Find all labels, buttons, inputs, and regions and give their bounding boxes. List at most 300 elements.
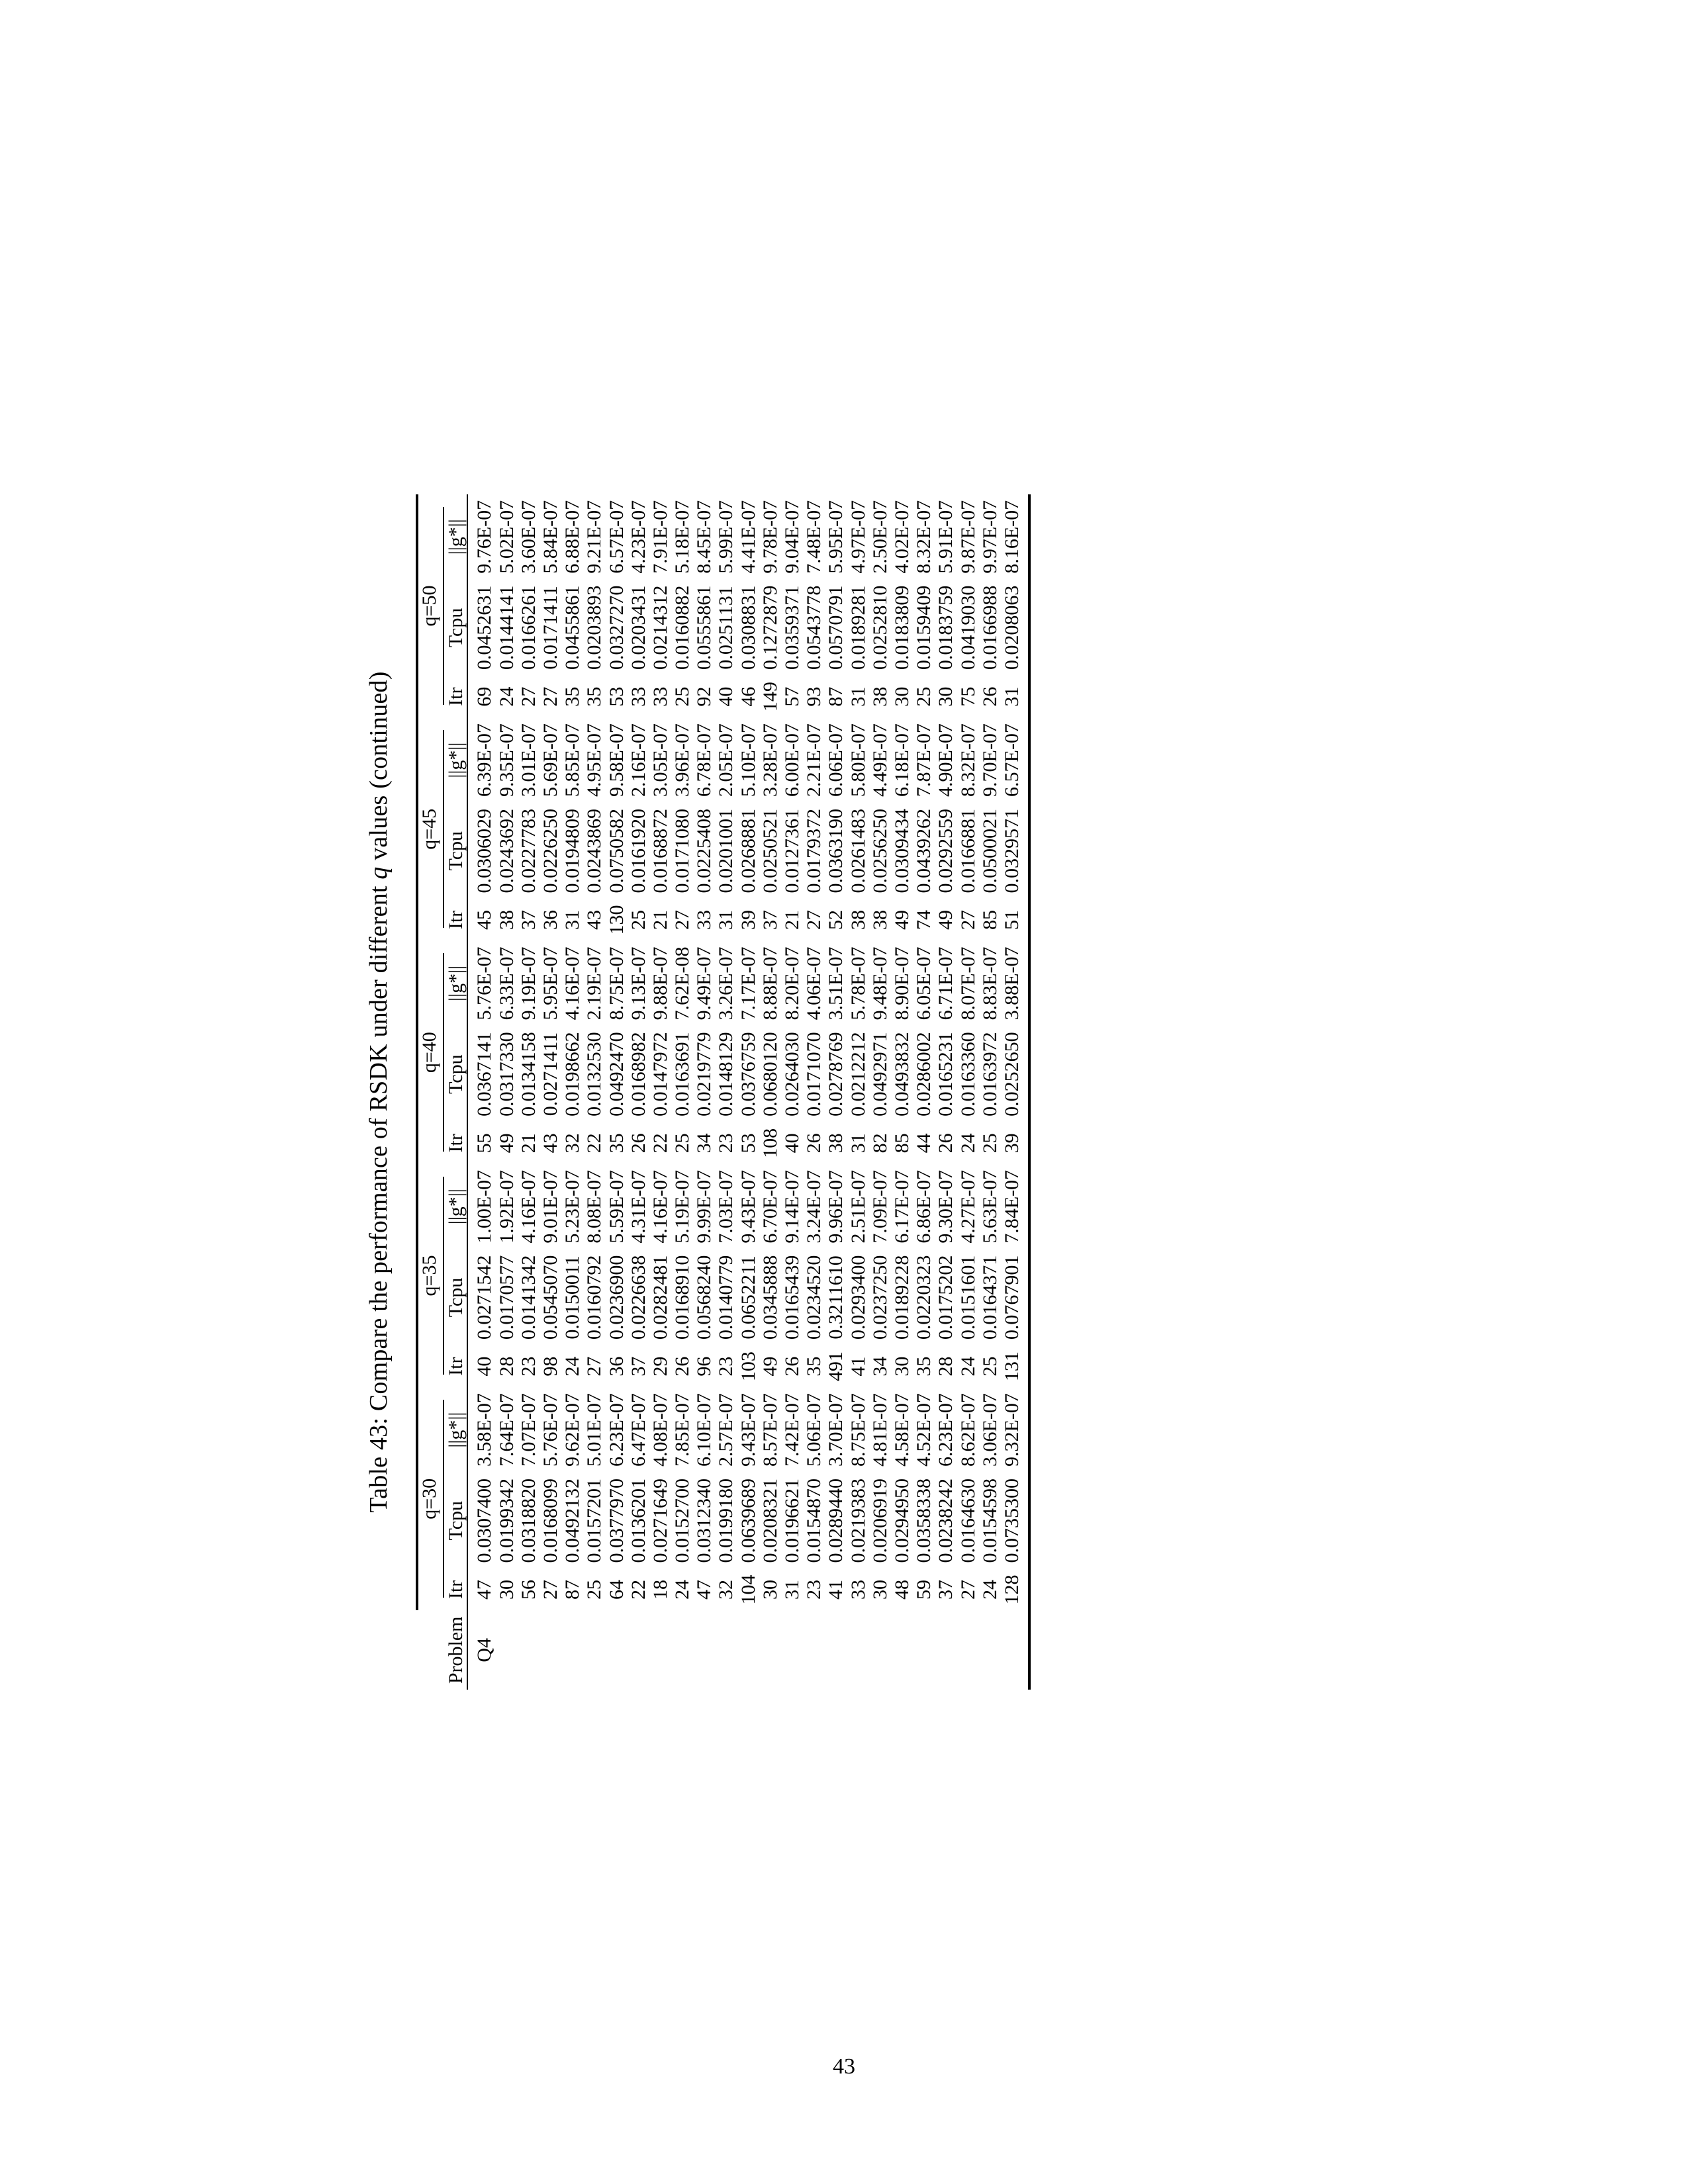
cell-itr-q40: 22 (649, 1133, 671, 1154)
group-head-spacer (417, 1610, 445, 1690)
table-row (496, 494, 518, 1690)
cell-tcpu-q35: 0.3211610 (825, 1255, 847, 1340)
cell-itr-q50: 31 (1000, 686, 1023, 707)
cell-tcpu-q35: 0.0189228 (890, 1255, 913, 1340)
cell-gnorm-q40: 2.19E-07 (583, 946, 606, 1021)
cell-gnorm-q30: 4.52E-07 (913, 1393, 935, 1467)
cell-gnorm-q50: 7.91E-07 (649, 500, 671, 574)
caption-text-before: Compare the performance of RSDK under different (365, 879, 393, 1418)
cell-gnorm-q30: 7.07E-07 (517, 1393, 539, 1467)
column-header-itr-q40: Itr (445, 1134, 467, 1153)
cell-gnorm-q40: 5.76E-07 (467, 941, 495, 1026)
cell-tcpu-q40: 0.0271411 (539, 1032, 561, 1116)
column-header-gnorm-q30: ||g*|| (445, 1412, 467, 1448)
cell-tcpu-q45: 0.0171080 (671, 809, 694, 893)
cell-tcpu-q35: 0.0767901 (1000, 1255, 1023, 1340)
cell-gnorm-q50: 4.23E-07 (627, 500, 649, 574)
table-row (518, 494, 539, 1690)
cell-tcpu-q40: 0.0168982 (627, 1032, 649, 1116)
cell-itr-q45: 74 (913, 910, 935, 930)
cell-problem (825, 1610, 847, 1690)
caption-label: Table 43: (365, 1417, 393, 1513)
cell-tcpu-q50: 0.0570791 (825, 585, 847, 670)
cell-itr-q45: 43 (583, 910, 606, 930)
cell-tcpu-q30: 0.0639689 (737, 1478, 759, 1563)
cell-itr-q30: 30 (868, 1579, 891, 1600)
cell-tcpu-q45: 0.0250521 (759, 809, 781, 893)
cell-tcpu-q40: 0.0492470 (605, 1032, 628, 1116)
cell-gnorm-q40: 9.49E-07 (693, 946, 716, 1021)
cell-gnorm-q45: 3.28E-07 (759, 723, 781, 797)
cell-problem (957, 1610, 979, 1690)
cell-gnorm-q45: 2.05E-07 (715, 723, 737, 797)
table-row (671, 494, 693, 1690)
table-bottom-rule (1029, 494, 1032, 1690)
cell-tcpu-q45: 0.0227783 (517, 809, 539, 893)
cell-tcpu-q45: 0.0127361 (781, 809, 803, 893)
cell-tcpu-q30: 0.0199342 (495, 1478, 518, 1563)
cell-tcpu-q35: 0.0236900 (605, 1255, 628, 1340)
table-body (467, 494, 1029, 1690)
cell-problem (847, 1610, 869, 1690)
cell-tcpu-q50: 0.0160882 (671, 585, 694, 670)
cell-gnorm-q30: 2.57E-07 (715, 1393, 737, 1467)
cell-gnorm-q50: 4.97E-07 (847, 500, 869, 574)
cell-itr-q45: 38 (847, 910, 869, 930)
cell-tcpu-q35: 0.0345888 (759, 1255, 781, 1340)
cell-tcpu-q40: 0.0278769 (825, 1032, 847, 1116)
cell-problem (693, 1610, 715, 1690)
cell-gnorm-q45: 6.57E-07 (1000, 723, 1023, 797)
cell-itr-q35: 96 (693, 1356, 716, 1377)
cell-gnorm-q30: 4.58E-07 (890, 1393, 913, 1467)
cell-gnorm-q50: 5.84E-07 (539, 500, 561, 574)
cell-itr-q50: 57 (781, 686, 803, 707)
cell-gnorm-q50: 9.04E-07 (781, 500, 803, 574)
cell-itr-q30: 37 (935, 1579, 957, 1600)
cell-gnorm-q50: 3.60E-07 (517, 500, 539, 574)
cell-itr-q45: 37 (517, 910, 539, 930)
column-header-tcpu-q45: Tcpu (445, 831, 467, 871)
cell-gnorm-q35: 9.14E-07 (781, 1169, 803, 1244)
cell-tcpu-q30: 0.0206919 (868, 1478, 891, 1563)
table-row (583, 494, 605, 1690)
cell-tcpu-q45: 0.0329571 (1000, 809, 1023, 893)
cell-itr-q30: 25 (583, 1579, 606, 1600)
column-header-itr-q45: Itr (445, 910, 467, 930)
cell-tcpu-q30: 0.0307400 (467, 1473, 495, 1569)
cell-itr-q40: 25 (978, 1133, 1001, 1154)
cell-itr-q50: 35 (561, 686, 584, 707)
cell-tcpu-q50: 0.0203431 (627, 585, 649, 670)
cell-itr-q40: 32 (561, 1133, 584, 1154)
cell-itr-q35: 49 (759, 1356, 781, 1377)
cell-itr-q50: 87 (825, 686, 847, 707)
table-row (803, 494, 825, 1690)
cell-gnorm-q45: 9.58E-07 (605, 723, 628, 797)
cell-gnorm-q45: 5.85E-07 (561, 723, 584, 797)
cell-tcpu-q40: 0.0493832 (890, 1032, 913, 1116)
cell-gnorm-q40: 6.71E-07 (935, 946, 957, 1021)
cell-itr-q50: 25 (671, 686, 694, 707)
cell-gnorm-q40: 7.17E-07 (737, 946, 759, 1021)
cell-gnorm-q35: 5.63E-07 (978, 1169, 1001, 1244)
cell-gnorm-q30: 7.85E-07 (671, 1393, 694, 1467)
cell-itr-q30: 128 (1000, 1574, 1023, 1605)
cell-itr-q30: 31 (781, 1579, 803, 1600)
cell-itr-q50: 149 (759, 682, 781, 712)
cell-tcpu-q30: 0.0154598 (978, 1478, 1001, 1563)
cell-gnorm-q40: 6.05E-07 (913, 946, 935, 1021)
cell-tcpu-q40: 0.0317330 (495, 1032, 518, 1116)
cell-tcpu-q40: 0.0134158 (517, 1032, 539, 1116)
cell-gnorm-q35: 1.92E-07 (495, 1169, 518, 1244)
cell-gnorm-q30: 9.32E-07 (1000, 1393, 1023, 1467)
cell-tcpu-q35: 0.0140779 (715, 1255, 737, 1340)
cell-gnorm-q50: 8.45E-07 (693, 500, 716, 574)
cell-gnorm-q30: 5.06E-07 (803, 1393, 825, 1467)
cell-tcpu-q45: 0.0161920 (627, 809, 649, 893)
cell-tcpu-q50: 0.0144141 (495, 585, 518, 670)
cell-tcpu-q45: 0.0309434 (890, 809, 913, 893)
cell-gnorm-q35: 4.16E-07 (649, 1169, 671, 1244)
cell-problem (539, 1610, 561, 1690)
cell-itr-q35: 40 (467, 1345, 495, 1387)
cell-tcpu-q30: 0.0238242 (935, 1478, 957, 1563)
table-row (869, 494, 891, 1690)
cell-gnorm-q45: 3.96E-07 (671, 723, 694, 797)
cell-itr-q50: 40 (715, 686, 737, 707)
cell-itr-q30: 104 (737, 1574, 759, 1605)
cell-itr-q40: 21 (517, 1133, 539, 1154)
table-row (539, 494, 561, 1690)
cell-gnorm-q50: 5.18E-07 (671, 500, 694, 574)
cell-gnorm-q45: 9.35E-07 (495, 723, 518, 797)
cell-gnorm-q40: 8.88E-07 (759, 946, 781, 1021)
table-row (628, 494, 649, 1690)
column-header-gnorm-q50: ||g*|| (445, 519, 467, 555)
cell-gnorm-q35: 7.03E-07 (715, 1169, 737, 1244)
table-row (1001, 494, 1029, 1690)
cell-gnorm-q50: 5.95E-07 (825, 500, 847, 574)
table-row (935, 494, 957, 1690)
table-row (825, 494, 847, 1690)
cell-gnorm-q40: 8.90E-07 (890, 946, 913, 1021)
cell-itr-q30: 47 (693, 1579, 716, 1600)
table-row (606, 494, 628, 1690)
cell-gnorm-q30: 7.64E-07 (495, 1393, 518, 1467)
cell-tcpu-q45: 0.0226250 (539, 809, 561, 893)
cell-itr-q35: 41 (847, 1356, 869, 1377)
cell-tcpu-q30: 0.0152700 (671, 1478, 694, 1563)
cell-gnorm-q45: 4.95E-07 (583, 723, 606, 797)
table-row (561, 494, 583, 1690)
cell-tcpu-q30: 0.0358338 (913, 1478, 935, 1563)
column-header-gnorm-q35: ||g*|| (445, 1189, 467, 1225)
cell-gnorm-q35: 9.99E-07 (693, 1169, 716, 1244)
cell-gnorm-q40: 5.78E-07 (847, 946, 869, 1021)
cell-itr-q45: 25 (627, 910, 649, 930)
cell-gnorm-q35: 3.24E-07 (803, 1169, 825, 1244)
cell-gnorm-q30: 4.08E-07 (649, 1393, 671, 1467)
cell-gnorm-q30: 6.47E-07 (627, 1393, 649, 1467)
cell-tcpu-q30: 0.0492132 (561, 1478, 584, 1563)
cell-tcpu-q30: 0.0377970 (605, 1478, 628, 1563)
cell-itr-q35: 30 (890, 1356, 913, 1377)
cell-gnorm-q45: 4.49E-07 (868, 723, 891, 797)
cell-gnorm-q50: 6.57E-07 (605, 500, 628, 574)
cell-itr-q40: 108 (759, 1128, 781, 1158)
cell-tcpu-q50: 0.0419030 (957, 585, 979, 670)
table-row (649, 494, 671, 1690)
cell-gnorm-q45: 2.21E-07 (803, 723, 825, 797)
cell-tcpu-q40: 0.0165231 (935, 1032, 957, 1116)
cell-itr-q30: 32 (715, 1579, 737, 1600)
cell-itr-q30: 27 (539, 1579, 561, 1600)
cell-gnorm-q50: 9.21E-07 (583, 500, 606, 574)
cell-gnorm-q35: 5.59E-07 (605, 1169, 628, 1244)
cell-tcpu-q40: 0.0147972 (649, 1032, 671, 1116)
cell-itr-q45: 37 (759, 910, 781, 930)
cell-itr-q50: 33 (627, 686, 649, 707)
cell-itr-q40: 82 (868, 1133, 891, 1154)
column-header-problem: Problem (445, 1616, 467, 1684)
cell-problem (759, 1610, 781, 1690)
cell-itr-q40: 35 (605, 1133, 628, 1154)
table-sub-header-row (445, 494, 467, 1690)
cell-itr-q40: 22 (583, 1133, 606, 1154)
cell-gnorm-q50: 6.88E-07 (561, 500, 584, 574)
cell-itr-q40: 26 (935, 1133, 957, 1154)
cell-tcpu-q30: 0.0157201 (583, 1478, 606, 1563)
cell-tcpu-q40: 0.0148129 (715, 1032, 737, 1116)
cell-tcpu-q40: 0.0212212 (847, 1032, 869, 1116)
page-number: 43 (833, 2054, 855, 2079)
cell-itr-q35: 23 (517, 1356, 539, 1377)
cell-problem (715, 1610, 737, 1690)
cell-gnorm-q40: 9.88E-07 (649, 946, 671, 1021)
cell-problem (1001, 1610, 1029, 1690)
cell-gnorm-q35: 6.70E-07 (759, 1169, 781, 1244)
table-row (957, 494, 979, 1690)
cell-gnorm-q40: 3.88E-07 (1000, 946, 1023, 1021)
table-group-header-row (417, 494, 445, 1690)
cell-itr-q45: 45 (467, 899, 495, 941)
cell-problem (518, 1610, 539, 1690)
cell-itr-q35: 28 (935, 1356, 957, 1377)
cell-problem: Q4 (467, 1610, 495, 1690)
cell-itr-q35: 98 (539, 1356, 561, 1377)
cell-itr-q50: 27 (517, 686, 539, 707)
cell-gnorm-q40: 4.06E-07 (803, 946, 825, 1021)
cell-tcpu-q35: 0.0271542 (467, 1250, 495, 1346)
cell-tcpu-q30: 0.0294950 (890, 1478, 913, 1563)
cell-gnorm-q40: 3.51E-07 (825, 946, 847, 1021)
cell-problem (803, 1610, 825, 1690)
cell-tcpu-q45: 0.0306029 (467, 803, 495, 899)
cell-tcpu-q30: 0.0168099 (539, 1478, 561, 1563)
table-head (417, 494, 467, 1690)
cell-tcpu-q50: 0.0555861 (693, 585, 716, 670)
cell-itr-q30: 87 (561, 1579, 584, 1600)
cell-tcpu-q35: 0.0652211 (737, 1255, 759, 1340)
cell-tcpu-q45: 0.0439262 (913, 809, 935, 893)
cell-itr-q40: 25 (671, 1133, 694, 1154)
cell-tcpu-q35: 0.0226638 (627, 1255, 649, 1340)
cell-itr-q35: 491 (825, 1351, 847, 1382)
cell-gnorm-q45: 5.69E-07 (539, 723, 561, 797)
table-row (737, 494, 759, 1690)
cell-gnorm-q35: 6.86E-07 (913, 1169, 935, 1244)
cell-itr-q35: 103 (737, 1351, 759, 1382)
cell-tcpu-q35: 0.0165439 (781, 1255, 803, 1340)
cell-itr-q45: 21 (649, 910, 671, 930)
cell-itr-q35: 28 (495, 1356, 518, 1377)
cell-itr-q45: 38 (868, 910, 891, 930)
table-row (759, 494, 781, 1690)
cell-tcpu-q30: 0.0271649 (649, 1478, 671, 1563)
cell-tcpu-q30: 0.0312340 (693, 1478, 716, 1563)
cell-itr-q50: 31 (847, 686, 869, 707)
cell-problem (869, 1610, 891, 1690)
cell-problem (496, 1610, 518, 1690)
cell-tcpu-q35: 0.0170577 (495, 1255, 518, 1340)
cell-tcpu-q50: 0.1272879 (759, 585, 781, 670)
cell-itr-q45: 31 (561, 910, 584, 930)
cell-tcpu-q50: 0.0327270 (605, 585, 628, 670)
cell-gnorm-q35: 2.51E-07 (847, 1169, 869, 1244)
cell-tcpu-q40: 0.0252650 (1000, 1032, 1023, 1116)
caption-italic-symbol: q (365, 866, 393, 880)
cell-itr-q50: 93 (803, 686, 825, 707)
cell-itr-q30: 30 (495, 1579, 518, 1600)
cell-itr-q40: 26 (627, 1133, 649, 1154)
cell-gnorm-q50: 8.32E-07 (913, 500, 935, 574)
cell-tcpu-q45: 0.0750582 (605, 809, 628, 893)
cell-gnorm-q40: 4.16E-07 (561, 946, 584, 1021)
cell-tcpu-q45: 0.0168872 (649, 809, 671, 893)
cell-gnorm-q45: 6.06E-07 (825, 723, 847, 797)
cell-tcpu-q50: 0.0183809 (890, 585, 913, 670)
cell-gnorm-q45: 6.18E-07 (890, 723, 913, 797)
cell-tcpu-q30: 0.0208321 (759, 1478, 781, 1563)
cell-gnorm-q30: 8.62E-07 (957, 1393, 979, 1467)
cell-gnorm-q30: 5.01E-07 (583, 1393, 606, 1467)
cell-itr-q40: 23 (715, 1133, 737, 1154)
cell-gnorm-q30: 5.76E-07 (539, 1393, 561, 1467)
cell-itr-q35: 27 (583, 1356, 606, 1377)
group-head-q45: q=45 (417, 717, 445, 940)
cell-itr-q35: 25 (978, 1356, 1001, 1377)
cell-tcpu-q35: 0.0164371 (978, 1255, 1001, 1340)
cell-itr-q45: 33 (693, 910, 716, 930)
column-header-itr-q35: Itr (445, 1357, 467, 1376)
cell-tcpu-q45: 0.0179372 (803, 809, 825, 893)
cell-gnorm-q35: 9.43E-07 (737, 1169, 759, 1244)
table-row (891, 494, 913, 1690)
cell-itr-q30: 41 (825, 1579, 847, 1600)
cell-gnorm-q50: 9.97E-07 (978, 500, 1001, 574)
cell-tcpu-q40: 0.0163360 (957, 1032, 979, 1116)
column-header-tcpu-q30: Tcpu (445, 1500, 467, 1541)
cell-gnorm-q45: 5.80E-07 (847, 723, 869, 797)
cell-problem (935, 1610, 957, 1690)
cell-tcpu-q50: 0.0455861 (561, 585, 584, 670)
cell-gnorm-q30: 8.57E-07 (759, 1393, 781, 1467)
cell-itr-q45: 38 (495, 910, 518, 930)
cell-tcpu-q50: 0.0359371 (781, 585, 803, 670)
table-row (693, 494, 715, 1690)
cell-tcpu-q40: 0.0492971 (868, 1032, 891, 1116)
cell-itr-q35: 26 (671, 1356, 694, 1377)
cell-gnorm-q35: 4.16E-07 (517, 1169, 539, 1244)
cell-gnorm-q40: 9.19E-07 (517, 946, 539, 1021)
cell-itr-q40: 85 (890, 1133, 913, 1154)
cell-itr-q45: 31 (715, 910, 737, 930)
cell-tcpu-q50: 0.0208063 (1000, 585, 1023, 670)
cell-gnorm-q40: 8.07E-07 (957, 946, 979, 1021)
cell-problem (628, 1610, 649, 1690)
cell-itr-q30: 27 (957, 1579, 979, 1600)
cell-itr-q35: 37 (627, 1356, 649, 1377)
cell-tcpu-q50: 0.0159409 (913, 585, 935, 670)
cell-tcpu-q40: 0.0680120 (759, 1032, 781, 1116)
cell-gnorm-q50: 4.41E-07 (737, 500, 759, 574)
cell-gnorm-q45: 5.10E-07 (737, 723, 759, 797)
cell-problem (891, 1610, 913, 1690)
cell-itr-q35: 34 (868, 1356, 891, 1377)
column-header-itr-q30: Itr (445, 1580, 467, 1600)
cell-itr-q45: 27 (803, 910, 825, 930)
cell-gnorm-q35: 4.31E-07 (627, 1169, 649, 1244)
cell-tcpu-q40: 0.0367141 (467, 1026, 495, 1122)
cell-tcpu-q50: 0.0452631 (467, 580, 495, 676)
cell-itr-q50: 30 (935, 686, 957, 707)
cell-gnorm-q35: 9.30E-07 (935, 1169, 957, 1244)
cell-gnorm-q45: 6.78E-07 (693, 723, 716, 797)
cell-tcpu-q30: 0.0154870 (803, 1478, 825, 1563)
cell-tcpu-q50: 0.0543778 (803, 585, 825, 670)
cell-gnorm-q45: 3.05E-07 (649, 723, 671, 797)
cell-itr-q35: 35 (913, 1356, 935, 1377)
cell-itr-q30: 18 (649, 1579, 671, 1600)
cell-itr-q50: 75 (957, 686, 979, 707)
cell-itr-q40: 24 (957, 1133, 979, 1154)
column-header-tcpu-q50: Tcpu (445, 608, 467, 648)
cell-gnorm-q30: 6.10E-07 (693, 1393, 716, 1467)
cell-tcpu-q35: 0.0293400 (847, 1255, 869, 1340)
caption-text-after: values (continued) (365, 671, 393, 867)
cell-tcpu-q45: 0.0261483 (847, 809, 869, 893)
table-foot (1029, 494, 1032, 1690)
cell-problem (671, 1610, 693, 1690)
cell-tcpu-q35: 0.0220323 (913, 1255, 935, 1340)
cell-tcpu-q40: 0.0264030 (781, 1032, 803, 1116)
cell-tcpu-q40: 0.0163691 (671, 1032, 694, 1116)
cell-problem (606, 1610, 628, 1690)
cell-tcpu-q50: 0.0166261 (517, 585, 539, 670)
table-row (715, 494, 737, 1690)
table-row (781, 494, 803, 1690)
cell-tcpu-q35: 0.0151601 (957, 1255, 979, 1340)
cell-problem (649, 1610, 671, 1690)
cell-itr-q30: 47 (467, 1569, 495, 1610)
cell-tcpu-q45: 0.0292559 (935, 809, 957, 893)
cell-itr-q35: 36 (605, 1356, 628, 1377)
cell-tcpu-q35: 0.0282481 (649, 1255, 671, 1340)
cell-itr-q50: 92 (693, 686, 716, 707)
cell-gnorm-q50: 9.76E-07 (467, 494, 495, 580)
